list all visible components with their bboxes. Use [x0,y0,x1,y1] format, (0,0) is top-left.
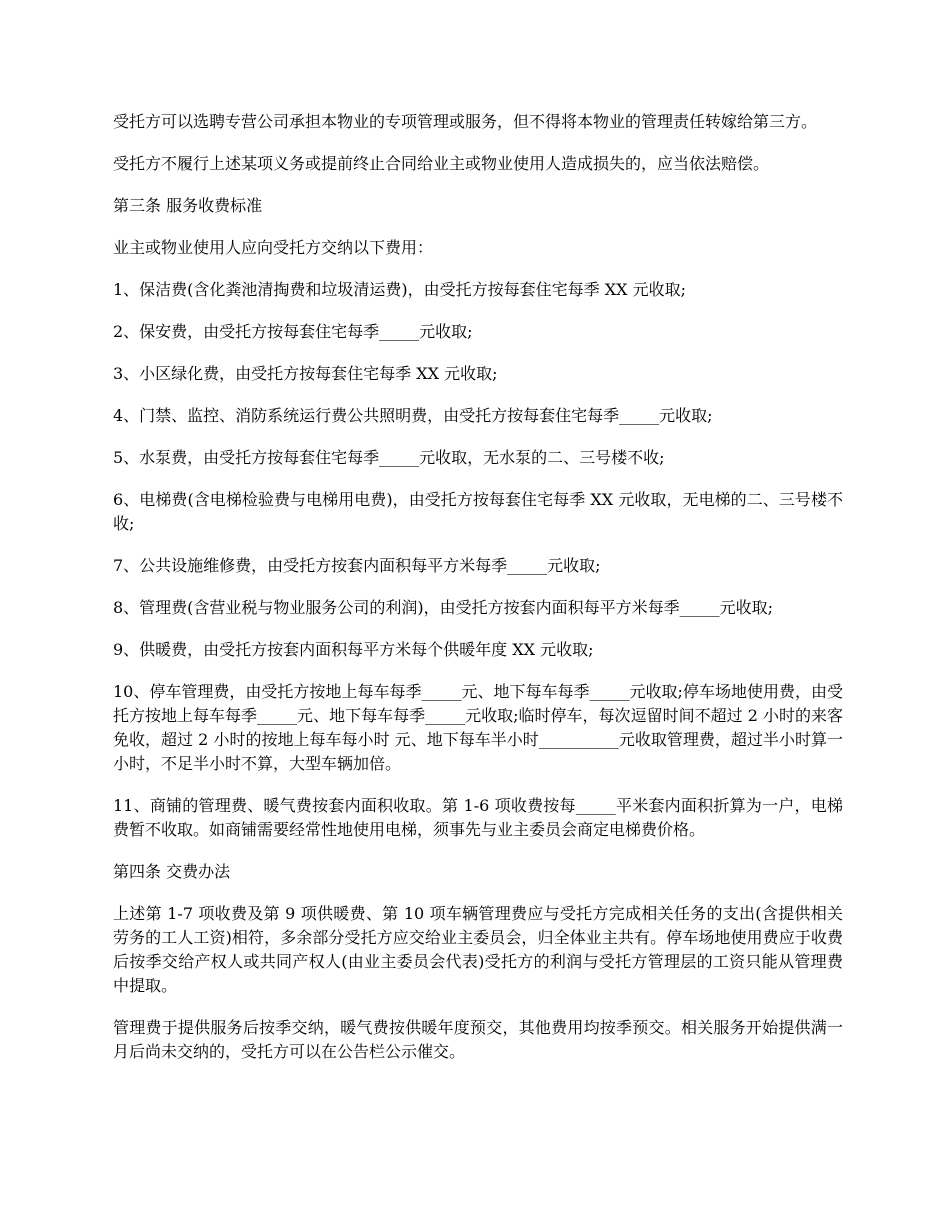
fee-item-11: 11、商铺的管理费、暖气费按套内面积收取。第 1-6 项收费按每_____平米套内面积折算为一户，电梯费暂不收取。如商铺需要经常性地使用电梯，须事先与业主委员会商定电梯费价格。 [113,796,843,839]
paragraph-subcontract-clause: 受托方可以选聘专营公司承担本物业的专项管理或服务，但不得将本物业的管理责任转嫁给第三方。 [113,112,818,131]
fee-item-3: 3、小区绿化费，由受托方按每套住宅每季 XX 元收取; [113,364,498,383]
fee-item-9: 9、供暖费，由受托方按套内面积每平方米每个供暖年度 XX 元收取; [113,640,594,659]
fee-item-5: 5、水泵费，由受托方按每套住宅每季_____元收取，无水泵的二、三号楼不收; [113,448,665,467]
section-heading-article-3: 第三条 服务收费标准 [113,196,263,215]
document-body [113,110,843,1082]
fee-item-2: 2、保安费，由受托方按每套住宅每季_____元收取; [113,322,473,341]
paragraph-fee-intro: 业主或物业使用人应向受托方交纳以下费用： [113,238,434,257]
paragraph-payment-timing: 管理费于提供服务后按季交纳，暖气费按供暖年度预交，其他费用均按季预交。相关服务开始提供满一月后尚未交纳的，受托方可以在公告栏公示催交。 [113,1018,843,1061]
fee-item-7: 7、公共设施维修费，由受托方按套内面积每平方米每季_____元收取; [113,556,601,575]
paragraph-payment-method: 上述第 1-7 项收费及第 9 项供暖费、第 10 项车辆管理费应与受托方完成相关任务的支出(含提供相关劳务的工人工资)相符，多余部分受托方应交给业主委员会，归全体业主共有。停车场地使用费应于收费后按季交给产权人或共同产权人(由业主委员会代表)受托方的利润与受托方管理层的工资只能从管理费中提取。 [113,904,843,995]
fee-item-10: 10、停车管理费，由受托方按地上每车每季_____元、地下每车每季_____元收取;停车场地使用费，由受托方按地上每车每季_____元、地下每车每季_____元收取;临时停车，每次逗留时间不超过 2 小时的来客免收，超过 2 小时的按地上每车每小时 元、地下每车半小时__________元收取管理费，超过半小时算一小时，不足半小时不算，大型车辆加倍。 [113,682,843,773]
fee-item-4: 4、门禁、监控、消防系统运行费公共照明费，由受托方按每套住宅每季_____元收取; [113,406,713,425]
fee-item-1: 1、保洁费(含化粪池清掏费和垃圾清运费)，由受托方按每套住宅每季 XX 元收取; [113,280,687,299]
fee-item-6: 6、电梯费(含电梯检验费与电梯用电费)，由受托方按每套住宅每季 XX 元收取，无电梯的二、三号楼不收; [113,490,843,533]
fee-item-8: 8、管理费(含营业税与物业服务公司的利润)，由受托方按套内面积每平方米每季_____元收取; [113,598,774,617]
section-heading-article-4: 第四条 交费办法 [113,862,231,881]
paragraph-compensation-clause: 受托方不履行上述某项义务或提前终止合同给业主或物业使用人造成损失的，应当依法赔偿。 [113,154,770,173]
